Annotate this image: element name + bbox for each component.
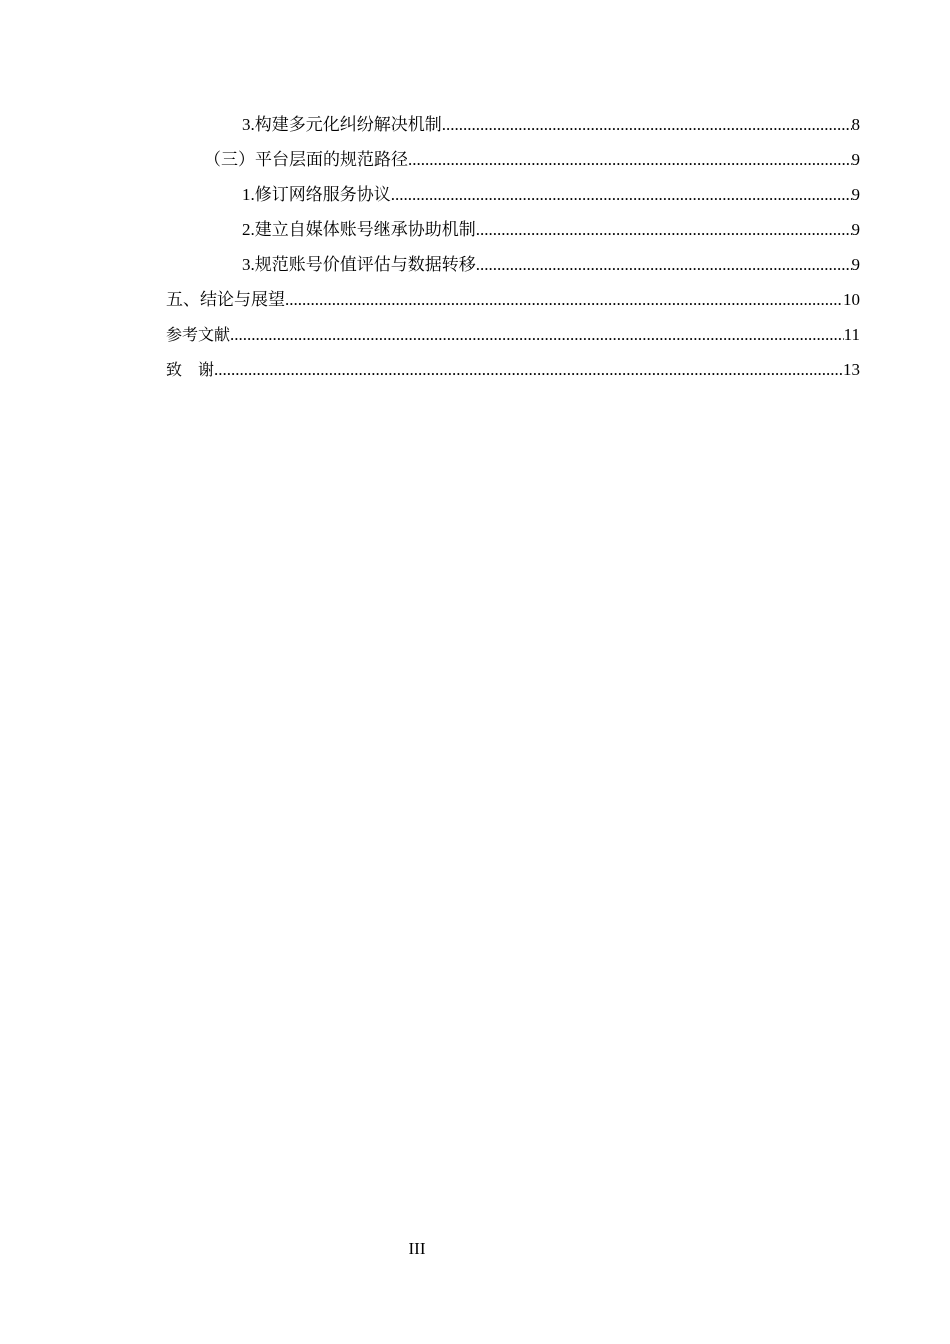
toc-dot-leader: [442, 113, 852, 137]
toc-entry[interactable]: [242, 218, 860, 242]
toc-entry-page: 8: [851, 115, 860, 134]
toc-dot-leader: [285, 288, 843, 312]
toc-entry-page: 11: [843, 325, 860, 344]
toc-dot-leader: [408, 148, 852, 172]
page-number: III: [408, 1239, 426, 1258]
toc-entry-label: 五、结论与展望: [166, 290, 285, 309]
toc-entry-label: 2.建立自媒体账号继承协助机制: [242, 220, 476, 239]
toc-entry[interactable]: [204, 148, 860, 172]
toc-entry[interactable]: [242, 113, 860, 137]
toc-entry-page: 9: [851, 220, 860, 239]
toc-entry-label: 致 谢: [166, 360, 215, 379]
toc-dot-leader: [476, 218, 852, 242]
toc-entry[interactable]: [166, 358, 860, 382]
toc-entry-page: 9: [851, 185, 860, 204]
toc-dot-leader: [214, 358, 843, 382]
toc-entry-page: 9: [851, 255, 860, 274]
toc-entry[interactable]: [166, 323, 860, 347]
toc-dot-leader: [476, 253, 852, 277]
toc-entry-page: 9: [851, 150, 860, 169]
toc-entry[interactable]: [242, 183, 860, 207]
toc-entry[interactable]: [166, 288, 860, 312]
toc-entry[interactable]: [242, 253, 860, 277]
toc-entry-page: 13: [843, 360, 860, 379]
toc-entry-label: 3.构建多元化纠纷解决机制: [242, 115, 442, 134]
toc-entry-page: 10: [843, 290, 860, 309]
toc-entry-label: 3.规范账号价值评估与数据转移: [242, 255, 476, 274]
toc-dot-leader: [391, 183, 852, 207]
toc-dot-leader: [230, 323, 844, 347]
toc-entry-label: （三）平台层面的规范路径: [204, 150, 408, 169]
toc-entry-label: 参考文献: [166, 325, 231, 344]
toc-entry-label: 1.修订网络服务协议: [242, 185, 391, 204]
